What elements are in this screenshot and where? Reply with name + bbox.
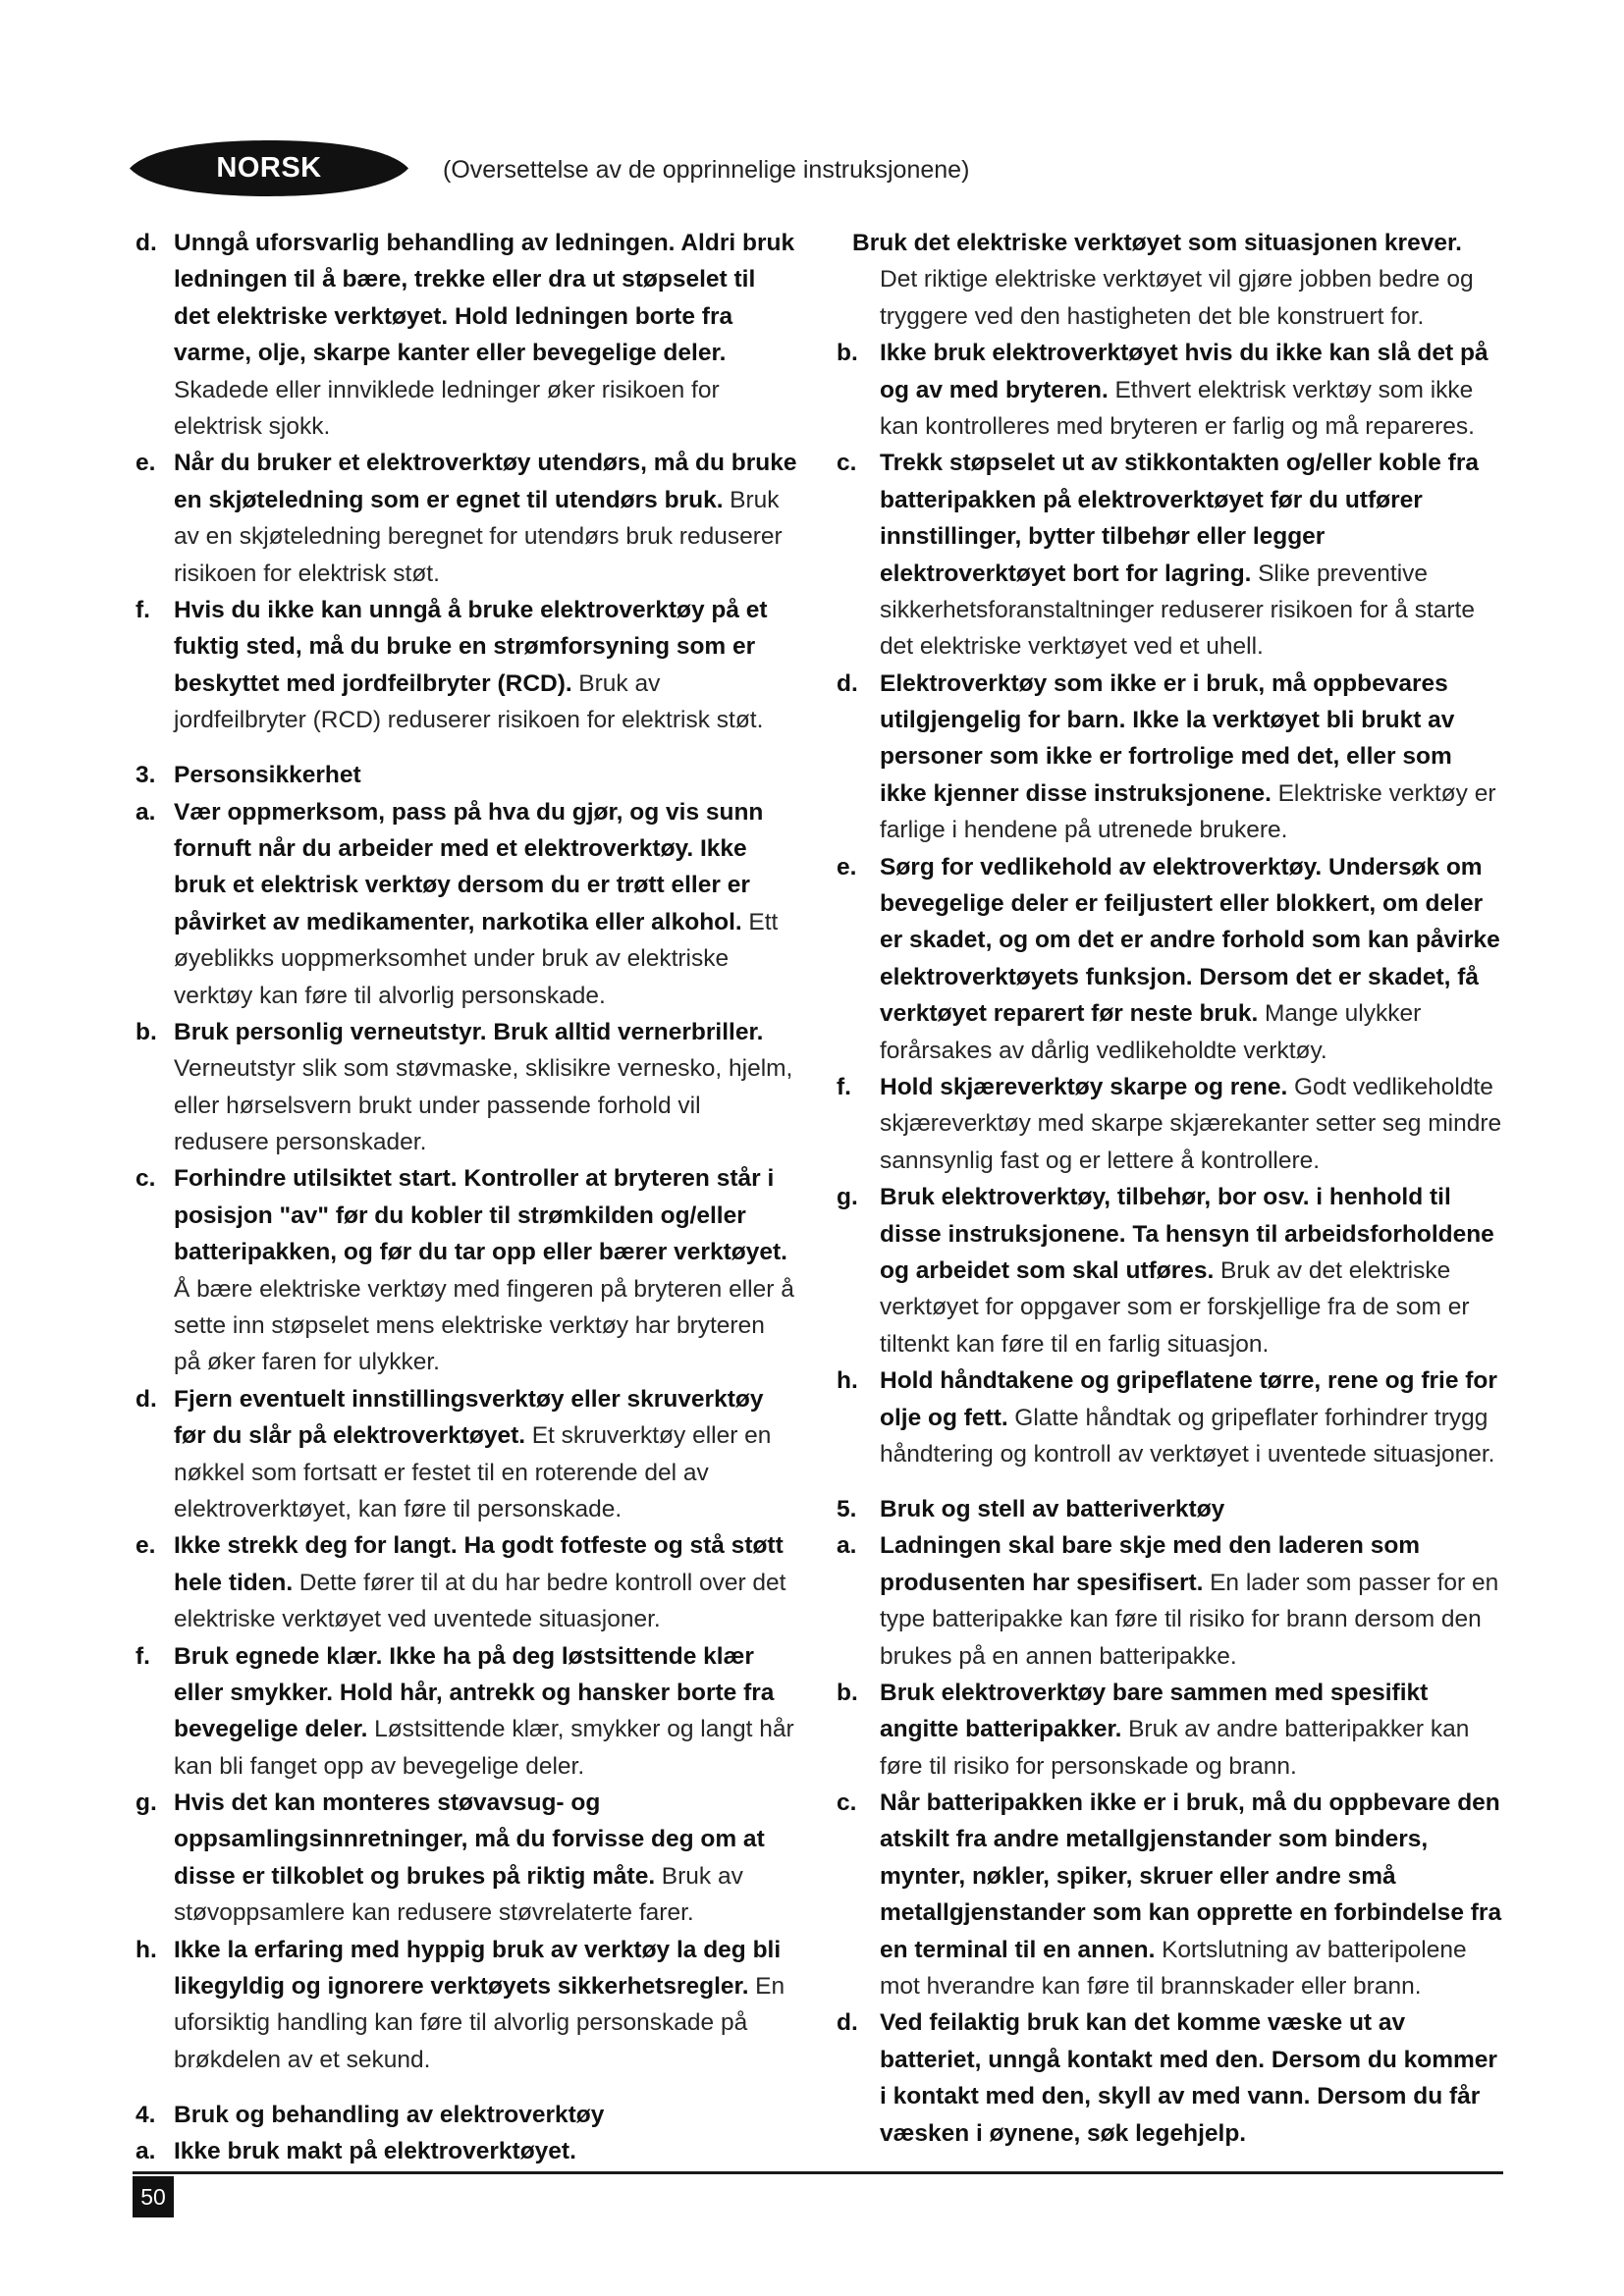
text-line <box>837 1785 1506 1821</box>
list-item <box>135 1381 790 1528</box>
bold-text: og arbeidet som skal utføres. <box>880 1256 1215 1284</box>
list-item <box>837 1675 1506 1785</box>
language-badge <box>130 140 408 196</box>
body-text: jordfeilbryter (RCD) reduserer risikoen for elektrisk støt. <box>174 707 764 734</box>
body-text: Ethvert elektrisk verktøy som ikke <box>1114 376 1474 403</box>
bold-text: Ikke bruk makt på elektroverktøyet. <box>174 2138 576 2165</box>
text-line <box>135 1895 790 1931</box>
bold-text: oppsamlingsinnretninger, må du forvisse deg om at <box>174 1826 765 1853</box>
list-item <box>837 666 1506 849</box>
text-line <box>135 556 790 592</box>
body-text: Elektriske verktøy er <box>1277 779 1496 807</box>
bold-text: i kontakt med den, skyll av med vann. Dersom du får <box>880 2083 1481 2110</box>
text-line <box>837 1821 1506 1857</box>
body-text: brukes på en annen batteripakke. <box>880 1642 1237 1670</box>
text-line <box>837 1748 1506 1785</box>
bold-text: fuktig sted, må du bruke en strømforsyning som er <box>174 633 756 661</box>
body-text: Kortslutning av batteripolene <box>1162 1936 1467 1963</box>
body-text: En <box>755 1973 785 2001</box>
item-label: h. <box>135 1936 157 1963</box>
text-line <box>135 1417 790 1454</box>
bold-text: varme, olje, skarpe kanter eller bevegelige deler. <box>174 340 727 367</box>
list-item <box>837 1069 1506 1179</box>
column-left <box>135 225 797 2170</box>
list-item <box>135 1527 790 1637</box>
body-text: Ett <box>748 908 779 935</box>
text-line <box>135 1968 790 2004</box>
text-line <box>135 702 790 738</box>
body-text: Dette fører til at du har bedre kontroll over det <box>298 1569 786 1596</box>
bold-text: mynter, nøkler, spiker, skruer eller andre små <box>880 1862 1396 1890</box>
text-line <box>837 1069 1506 1105</box>
text-line <box>837 1362 1506 1399</box>
text-line <box>837 702 1506 738</box>
list-item <box>135 445 797 592</box>
section-heading-line <box>135 2097 790 2133</box>
text-line <box>135 1234 790 1270</box>
body-text: øyeblikks uoppmerksomhet under bruk av elektriske <box>174 945 730 973</box>
text-line <box>135 2042 790 2078</box>
section-number: 5. <box>837 1495 857 1522</box>
text-line <box>135 628 790 665</box>
text-line <box>837 1932 1506 1968</box>
bold-text: og av med bryteren. <box>880 376 1109 403</box>
body-text: støvoppsamlere kan redusere støvrelaterte farer. <box>174 1899 694 1927</box>
bold-text: Hold håndtakene og gripeflatene tørre, rene og frie for <box>880 1367 1497 1395</box>
body-text: mot hverandre kan føre til brannskader eller brann. <box>880 1973 1422 2001</box>
body-text: verktøyet for oppgaver som er forskjellige fra de som er <box>880 1294 1470 1321</box>
bold-text: Ikke strekk deg for langt. Ha godt fotfeste og stå støtt <box>174 1532 784 1560</box>
text-line <box>837 1179 1506 1215</box>
body-text: elektroverktøyet, kan føre til personskade. <box>174 1495 623 1522</box>
text-line <box>135 592 790 628</box>
text-line <box>837 922 1506 958</box>
text-line <box>135 518 790 555</box>
section-heading <box>135 757 790 793</box>
list-item <box>135 1160 794 1380</box>
text-line <box>135 298 790 335</box>
bold-text: en skjøteledning som er egnet til utendørs bruk. <box>174 486 724 513</box>
bold-text: Når du bruker et elektroverktøy utendørs, må du bruke <box>174 450 797 477</box>
translation-note: (Oversettelse av de opprinnelige instruksjonene) <box>443 156 970 184</box>
text-line <box>837 335 1506 371</box>
text-line <box>837 2115 1506 2152</box>
body-text: eller hørselsvern brukt under passende forhold vil <box>174 1092 701 1119</box>
bold-text: en terminal til en annen. <box>880 1936 1156 1963</box>
text-line <box>837 518 1506 555</box>
text-line <box>837 1326 1506 1362</box>
bold-text: batteriet, unngå kontakt med den. Dersom du kommer <box>880 2046 1497 2073</box>
bold-text: væsken i øynene, søk legehjelp. <box>880 2119 1247 2147</box>
item-label: g. <box>135 1789 157 1817</box>
text-line <box>837 666 1506 702</box>
bold-text: elektroverktøyet bort for lagring. <box>880 560 1252 587</box>
bold-text: angitte batteripakker. <box>880 1716 1122 1743</box>
bold-text: Elektroverktøy som ikke er i bruk, må oppbevares <box>880 669 1448 697</box>
bold-text: olje og fett. <box>880 1404 1008 1431</box>
body-text: sette inn støpselet mens elektriske verktøy har bryteren <box>174 1312 765 1340</box>
text-line <box>135 940 790 977</box>
list-item <box>135 1014 793 1161</box>
body-text: skjæreverktøy med skarpe skjærekanter setter seg mindre <box>880 1110 1502 1138</box>
text-line <box>837 1675 1506 1711</box>
section-title: Bruk og stell av batteriverktøy <box>880 1495 1225 1522</box>
bold-text: batteripakken, og før du tar opp eller bærer verktøyet. <box>174 1239 787 1266</box>
bold-text: Ikke la erfaring med hyppig bruk av verktøy la deg bli <box>174 1936 782 1963</box>
text-line <box>135 1675 790 1711</box>
body-text: Det riktige elektriske verktøyet vil gjøre jobben bedre og <box>880 266 1474 294</box>
body-text: Mange ulykker <box>1264 1000 1422 1028</box>
item-label: b. <box>135 1018 157 1045</box>
text-line <box>837 408 1506 445</box>
text-line <box>135 1344 790 1380</box>
item-label: c. <box>135 1165 156 1193</box>
text-line <box>135 1491 790 1527</box>
bold-text: Unngå uforsvarlig behandling av ledningen. Aldri bruk <box>174 230 795 256</box>
text-line <box>837 1968 1506 2004</box>
bold-text: fornuft når du arbeider med et elektroverktøy. Ikke <box>174 834 747 862</box>
bold-text: batteripakken på elektroverktøyet før du utfører <box>880 486 1423 513</box>
text-line <box>837 261 1506 297</box>
text-line <box>837 372 1506 408</box>
text-line <box>837 1105 1506 1142</box>
body-text: sannsynlig fast og er lettere å kontrollere. <box>880 1147 1321 1174</box>
bold-text: Ikke bruk elektroverktøyet hvis du ikke kan slå det på <box>880 340 1489 367</box>
bold-text: Hold skjæreverktøy skarpe og rene. <box>880 1073 1288 1100</box>
body-text: sikkerhetsforanstaltninger reduserer risikoen for å starte <box>880 596 1475 623</box>
item-label: e. <box>135 1532 156 1560</box>
bold-text: påvirket av medikamenter, narkotika eller alkohol. <box>174 908 742 935</box>
text-line <box>135 1821 790 1857</box>
body-text: kan kontrolleres med bryteren er farlig og må repareres. <box>880 412 1475 440</box>
text-line <box>837 1601 1506 1637</box>
bold-text: ledningen til å bære, trekke eller dra ut støpselet til <box>174 266 756 294</box>
text-line <box>837 1143 1506 1179</box>
text-line <box>837 628 1506 665</box>
text-line <box>837 738 1506 774</box>
bold-text: Bruk personlig verneutstyr. Bruk alltid vernerbriller. <box>174 1018 764 1045</box>
text-line <box>837 1527 1506 1564</box>
text-line <box>837 2004 1506 2041</box>
bold-text: Ved feilaktig bruk kan det komme væske ut av <box>880 2009 1406 2037</box>
list-item <box>135 592 790 739</box>
text-line <box>135 1527 790 1564</box>
bold-text: Vær oppmerksom, pass på hva du gjør, og vis sunn <box>174 798 764 826</box>
bold-text: bruk et elektrisk verktøy dersom du er trøtt eller er <box>174 872 750 899</box>
text-line <box>135 1308 790 1344</box>
section-heading-line <box>135 757 790 793</box>
item-label: f. <box>135 596 150 623</box>
list-item <box>135 1638 794 1786</box>
bold-text: hele tiden. <box>174 1569 294 1596</box>
list-item <box>135 1785 790 1932</box>
text-line <box>837 1711 1506 1747</box>
body-text: kan bli fanget opp av bevegelige deler. <box>174 1752 585 1780</box>
text-line <box>837 1436 1506 1472</box>
body-text: nøkkel som fortsatt er festet til en roterende del av <box>174 1459 709 1486</box>
bold-text: beskyttet med jordfeilbryter (RCD). <box>174 669 572 697</box>
body-text: redusere personskader. <box>174 1129 427 1156</box>
list-item <box>837 2004 1506 2152</box>
text-line <box>135 794 790 830</box>
text-line <box>135 372 790 408</box>
text-line <box>135 1601 790 1637</box>
text-line <box>135 445 797 481</box>
text-line <box>135 1198 790 1234</box>
body-text: En lader som passer for en <box>1210 1569 1499 1596</box>
body-text: Bruk av det elektriske <box>1219 1256 1451 1284</box>
text-line <box>837 849 1506 885</box>
text-line <box>837 482 1506 518</box>
text-line <box>135 978 790 1014</box>
section-heading <box>837 1491 1506 1527</box>
text-line <box>135 1711 794 1747</box>
badge-label: NORSK <box>216 152 322 184</box>
text-line <box>135 867 790 903</box>
item-label: e. <box>135 450 156 477</box>
list-item <box>837 445 1506 665</box>
list-item <box>135 2133 790 2169</box>
body-text: farlige i hendene på utrenede brukere. <box>880 817 1288 844</box>
bold-text: metallgjenstander som kan opprette en forbindelse fra <box>880 1899 1502 1927</box>
text-line <box>837 1895 1506 1931</box>
text-line <box>837 445 1506 481</box>
text-line <box>837 885 1506 922</box>
bold-text: Forhindre utilsiktet start. Kontroller at bryteren står i <box>174 1165 775 1193</box>
body-text: Bruk <box>730 486 780 513</box>
body-text: elektrisk sjokk. <box>174 412 331 440</box>
bold-text: før du slår på elektroverktøyet. <box>174 1422 526 1450</box>
page-number: 50 <box>133 2176 174 2217</box>
text-line <box>837 1400 1506 1436</box>
item-label: a. <box>837 1532 857 1560</box>
text-line <box>135 225 795 261</box>
bold-text: eller smykker. Hold hår, antrekk og hansker borte fra <box>174 1679 775 1706</box>
text-line <box>135 1565 790 1601</box>
body-text: det elektriske verktøyet ved et uhell. <box>880 633 1264 661</box>
bold-text: Fjern eventuelt innstillingsverktøy eller skruverktøy <box>174 1385 764 1413</box>
text-line <box>837 959 1506 995</box>
bold-text: elektroverktøyets funksjon. Dersom det er skadet, få <box>880 963 1479 990</box>
text-line <box>135 335 790 371</box>
text-line <box>135 1381 790 1417</box>
item-label: d. <box>135 1385 157 1413</box>
text-line <box>837 556 1506 592</box>
body-text: Verneutstyr slik som støvmaske, sklisikre vernesko, hjelm, <box>174 1055 793 1083</box>
text-line <box>837 995 1506 1032</box>
bold-text: Bruk det elektriske verktøyet som situasjonen krever. <box>852 230 1462 256</box>
text-line <box>135 1932 790 1968</box>
bold-text: posisjon "av" før du kobler til strømkilden og/eller <box>174 1201 746 1229</box>
item-label: a. <box>135 798 156 826</box>
bold-text: utilgjengelig for barn. Ikke la verktøyet bli brukt av <box>880 707 1455 734</box>
item-label: h. <box>837 1367 858 1395</box>
item-label: f. <box>135 1642 150 1670</box>
text-line <box>837 225 1506 261</box>
text-line <box>135 2133 790 2169</box>
bold-text: atskilt fra andre metallgjenstander som binders, <box>880 1826 1429 1853</box>
body-text: Løstsittende klær, smykker og langt hår <box>374 1716 794 1743</box>
body-text: Bruk av <box>578 669 661 697</box>
item-label: e. <box>837 853 857 881</box>
list-item <box>837 1362 1506 1472</box>
section-number: 4. <box>135 2101 156 2128</box>
bold-text: Sørg for vedlikehold av elektroverktøy. Undersøk om <box>880 853 1483 881</box>
text-line <box>135 830 790 867</box>
bold-text: innstillinger, bytter tilbehør eller legger <box>880 523 1326 551</box>
bold-text: Bruk elektroverktøy, tilbehør, bor osv. i henhold til <box>880 1184 1451 1211</box>
body-text: brøkdelen av et sekund. <box>174 2046 431 2073</box>
column-right <box>837 225 1506 2152</box>
bold-text: bevegelige deler. <box>174 1716 368 1743</box>
body-text: risikoen for elektrisk støt. <box>174 560 440 587</box>
list-item <box>837 1179 1506 1362</box>
text-line <box>837 812 1506 848</box>
item-label: d. <box>837 669 858 697</box>
text-line <box>135 904 790 940</box>
section-title: Bruk og behandling av elektroverktøy <box>174 2101 605 2128</box>
bold-text: Hvis du ikke kan unngå å bruke elektroverktøy på et <box>174 596 768 623</box>
text-line <box>837 1565 1506 1601</box>
item-label: c. <box>837 450 857 477</box>
item-label: c. <box>837 1789 857 1817</box>
body-text: Bruk av <box>661 1862 743 1890</box>
text-line <box>135 1271 794 1308</box>
bold-text: Når batteripakken ikke er i bruk, må du oppbevare den <box>880 1789 1500 1817</box>
list-item <box>837 1527 1506 1675</box>
bold-text: personer som ikke er fortrolige med det, eller som <box>880 743 1452 771</box>
bold-text: likegyldig og ignorere verktøyets sikkerhetsregler. <box>174 1973 749 2001</box>
text-line <box>837 298 1506 335</box>
list-item <box>837 1785 1506 2004</box>
body-text: type batteripakke kan føre til risiko for brann dersom den <box>880 1606 1482 1633</box>
section-heading-line <box>837 1491 1506 1527</box>
text-line <box>837 1638 1506 1675</box>
text-line <box>135 408 790 445</box>
text-line <box>135 1785 790 1821</box>
continued-item <box>837 225 1506 335</box>
text-line <box>837 1216 1506 1253</box>
text-line <box>135 1638 790 1675</box>
bold-text: verktøyet reparert før neste bruk. <box>880 1000 1259 1028</box>
text-line <box>135 1858 790 1895</box>
bold-text: Ladningen skal bare skje med den laderen som <box>880 1532 1421 1560</box>
text-line <box>837 1253 1506 1289</box>
footer-rule <box>133 2171 1503 2174</box>
text-line <box>837 775 1506 812</box>
text-line <box>135 1748 790 1785</box>
text-line <box>135 1050 793 1087</box>
text-line <box>135 1124 790 1160</box>
bold-text: disse er tilkoblet og brukes på riktig måte. <box>174 1862 656 1890</box>
text-line <box>135 482 790 518</box>
body-text: verktøy kan føre til alvorlig personskade. <box>174 982 606 1009</box>
item-label: b. <box>837 1679 858 1706</box>
item-label: a. <box>135 2138 156 2165</box>
bold-text: er skadet, og om det er andre forhold som kan påvirke <box>880 927 1500 954</box>
item-label: d. <box>135 230 157 256</box>
body-text: Skadede eller innviklede ledninger øker risikoen for <box>174 376 720 403</box>
text-line <box>837 1289 1506 1325</box>
list-item <box>135 1932 790 2079</box>
body-text: Glatte håndtak og gripeflater forhindrer trygg <box>1014 1404 1489 1431</box>
text-line <box>837 2078 1506 2114</box>
body-text: tiltenkt kan føre til en farlig situasjon. <box>880 1330 1270 1358</box>
body-text: uforsiktig handling kan føre til alvorlig personskade på <box>174 2009 748 2037</box>
text-line <box>135 666 790 702</box>
bold-text: disse instruksjonene. Ta hensyn til arbeidsforholdene <box>880 1220 1494 1248</box>
text-line <box>837 592 1506 628</box>
body-text: Et skruverktøy eller en <box>531 1422 772 1450</box>
body-text: på øker faren for ulykker. <box>174 1349 440 1376</box>
bold-text: produsenten har spesifisert. <box>880 1569 1204 1596</box>
body-text: Å bære elektriske verktøy med fingeren på bryteren eller å <box>174 1275 794 1303</box>
body-text: elektriske verktøyet ved uventede situasjoner. <box>174 1606 661 1633</box>
item-label: g. <box>837 1184 858 1211</box>
bold-text: Bruk elektroverktøy bare sammen med spesifikt <box>880 1679 1429 1706</box>
bold-text: det elektriske verktøyet. Hold ledningen borte fra <box>174 302 733 330</box>
list-item <box>837 335 1506 445</box>
body-text: forårsakes av dårlig vedlikeholdte verktøy. <box>880 1037 1327 1064</box>
bold-text: Trekk støpselet ut av stikkontakten og/eller koble fra <box>880 450 1479 477</box>
item-label: f. <box>837 1073 851 1100</box>
section-number: 3. <box>135 762 156 789</box>
text-line <box>135 1455 790 1491</box>
bold-text: ikke kjenner disse instruksjonene. <box>880 779 1272 807</box>
text-line <box>837 2042 1506 2078</box>
body-text: tryggere ved den hastigheten det ble konstruert for. <box>880 302 1425 330</box>
text-line <box>837 1858 1506 1895</box>
text-line <box>837 1033 1506 1069</box>
body-text: Slike preventive <box>1258 560 1429 587</box>
list-item <box>135 794 790 1014</box>
body-text: føre til risiko for personskade og brann. <box>880 1752 1297 1780</box>
text-line <box>135 2004 790 2041</box>
body-text: Godt vedlikeholdte <box>1293 1073 1493 1100</box>
body-text: Bruk av andre batteripakker kan <box>1128 1716 1470 1743</box>
text-line <box>135 1014 790 1050</box>
item-label: d. <box>837 2009 858 2037</box>
text-line <box>135 1160 790 1197</box>
list-item <box>135 225 795 445</box>
body-text: håndtering og kontroll av verktøyet i uventede situasjoner. <box>880 1440 1495 1468</box>
bold-text: bevegelige deler er feiljustert eller blokkert, om deler <box>880 890 1484 918</box>
section-heading <box>135 2097 790 2133</box>
list-item <box>837 849 1506 1069</box>
bold-text: Hvis det kan monteres støvavsug- og <box>174 1789 601 1817</box>
text-line <box>135 261 790 297</box>
body-text: av en skjøteledning beregnet for utendørs bruk reduserer <box>174 523 783 551</box>
item-label: b. <box>837 340 858 367</box>
bold-text: Bruk egnede klær. Ikke ha på deg løstsittende klær <box>174 1642 754 1670</box>
text-line <box>135 1088 790 1124</box>
section-title: Personsikkerhet <box>174 762 361 789</box>
